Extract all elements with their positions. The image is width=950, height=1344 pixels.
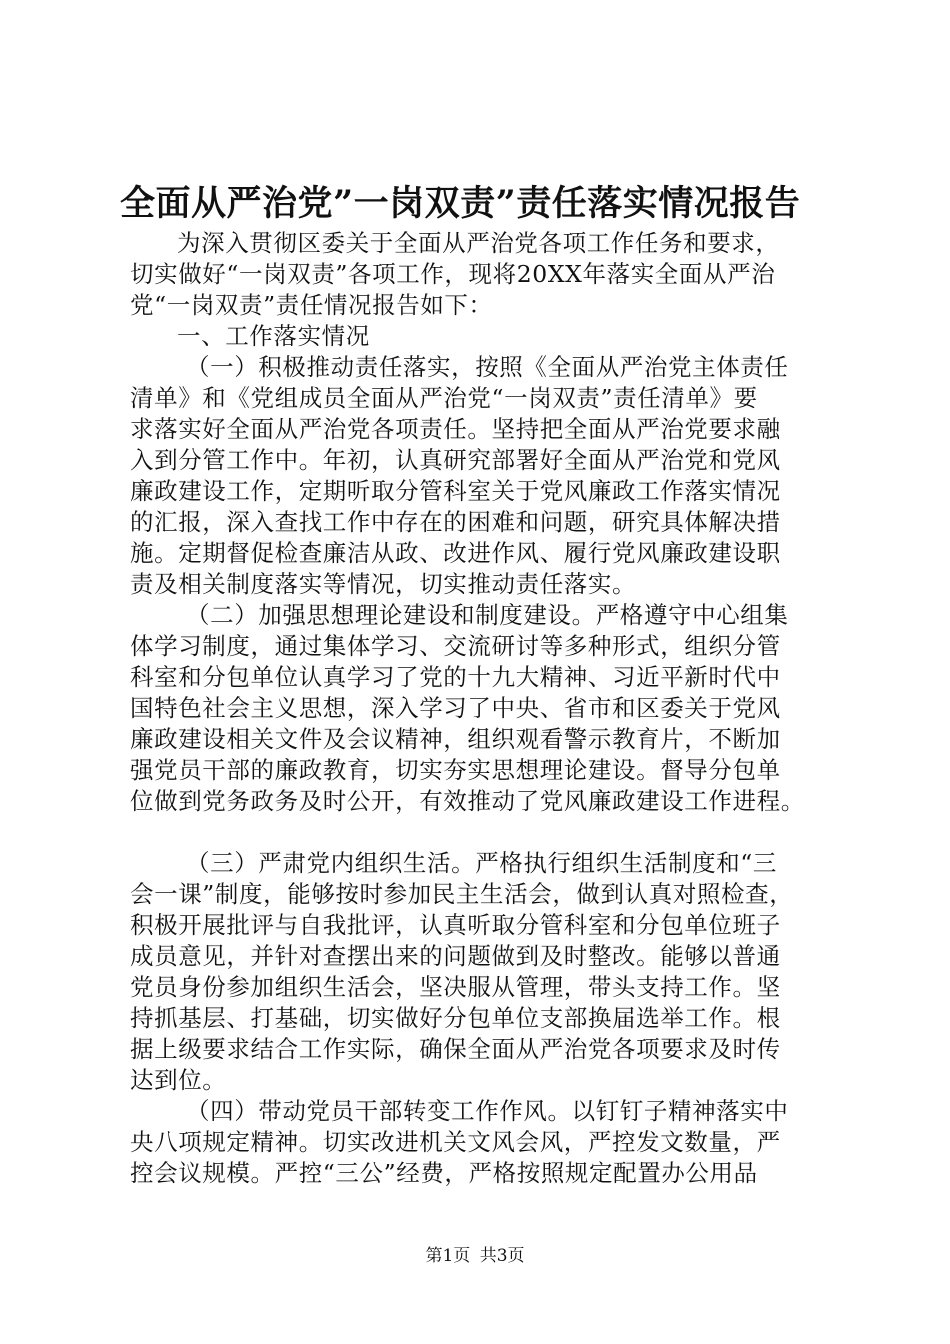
page-number: 第1页 [425, 1246, 471, 1266]
paragraph-line: 据上级要求结合工作实际，确保全面从严治党各项要求及时传 [130, 1035, 781, 1063]
paragraph-line: （四）带动党员干部转变工作作风。以钉钉子精神落实中 [186, 1097, 789, 1125]
paragraph-line: 清单》和《党组成员全面从严治党“一岗双责”责任清单》要 [130, 384, 758, 412]
paragraph-spacer [130, 817, 830, 848]
paragraph-line: 会一课”制度，能够按时参加民主生活会，做到认真对照检查， [130, 880, 794, 908]
document-title: 全面从严治党”一岗双责”责任落实情况报告 [120, 183, 801, 224]
paragraph-line: 达到位。 [130, 1066, 227, 1094]
paragraph-line: 强党员干部的廉政教育，切实夯实思想理论建设。督导分包单 [130, 756, 781, 784]
document-body [130, 228, 830, 1189]
paragraph-line: 体学习制度，通过集体学习、交流研讨等多种形式，组织分管 [130, 632, 781, 660]
page-footer [0, 1244, 950, 1268]
paragraph-line: 控会议规模。严控“三公”经费，严格按照规定配置办公用品 [130, 1159, 758, 1187]
paragraph-line: （三）严肃党内组织生活。严格执行组织生活制度和“三 [186, 849, 778, 877]
paragraph-line: （一）积极推动责任落实，按照《全面从严治党主体责任 [186, 353, 789, 381]
paragraph-line: 位做到党务政务及时公开，有效推动了党风廉政建设工作进程。 [130, 787, 805, 815]
section-heading: 一、工作落实情况 [177, 322, 370, 350]
paragraph-line: 党员身份参加组织生活会，坚决服从管理，带头支持工作。坚 [130, 973, 781, 1001]
paragraph-line: 科室和分包单位认真学习了党的十九大精神、习近平新时代中 [130, 663, 781, 691]
paragraph-line: 施。定期督促检查廉洁从政、改进作风、履行党风廉政建设职 [130, 539, 781, 567]
paragraph-line: 责及相关制度落实等情况，切实推动责任落实。 [130, 570, 637, 598]
paragraph-line: 廉政建设工作，定期听取分管科室关于党风廉政工作落实情况 [130, 477, 781, 505]
paragraph-line: 党“一岗双责”责任情况报告如下： [130, 291, 493, 319]
paragraph-line: 积极开展批评与自我批评，认真听取分管科室和分包单位班子 [130, 911, 781, 939]
paragraph-line: 央八项规定精神。切实改进机关文风会风，严控发文数量，严 [130, 1128, 781, 1156]
paragraph-line: 成员意见，并针对查摆出来的问题做到及时整改。能够以普通 [130, 942, 781, 970]
paragraph-line: 求落实好全面从严治党各项责任。坚持把全面从严治党要求融 [130, 415, 781, 443]
paragraph-line: （二）加强思想理论建设和制度建设。严格遵守中心组集 [186, 601, 789, 629]
paragraph-line: 国特色社会主义思想，深入学习了中央、省市和区委关于党风 [130, 694, 781, 722]
paragraph-line: 的汇报，深入查找工作中存在的困难和问题，研究具体解决措 [130, 508, 781, 536]
paragraph-line: 切实做好“一岗双责”各项工作，现将20XX年落实全面从严治 [130, 260, 776, 288]
paragraph-line: 廉政建设相关文件及会议精神，组织观看警示教育片，不断加 [130, 725, 781, 753]
paragraph-line: 持抓基层、打基础，切实做好分包单位支部换届选举工作。根 [130, 1004, 781, 1032]
paragraph-line: 入到分管工作中。年初，认真研究部署好全面从严治党和党风 [130, 446, 781, 474]
page-total: 共3页 [479, 1246, 525, 1266]
paragraph-line: 为深入贯彻区委关于全面从严治党各项工作任务和要求， [177, 229, 780, 257]
